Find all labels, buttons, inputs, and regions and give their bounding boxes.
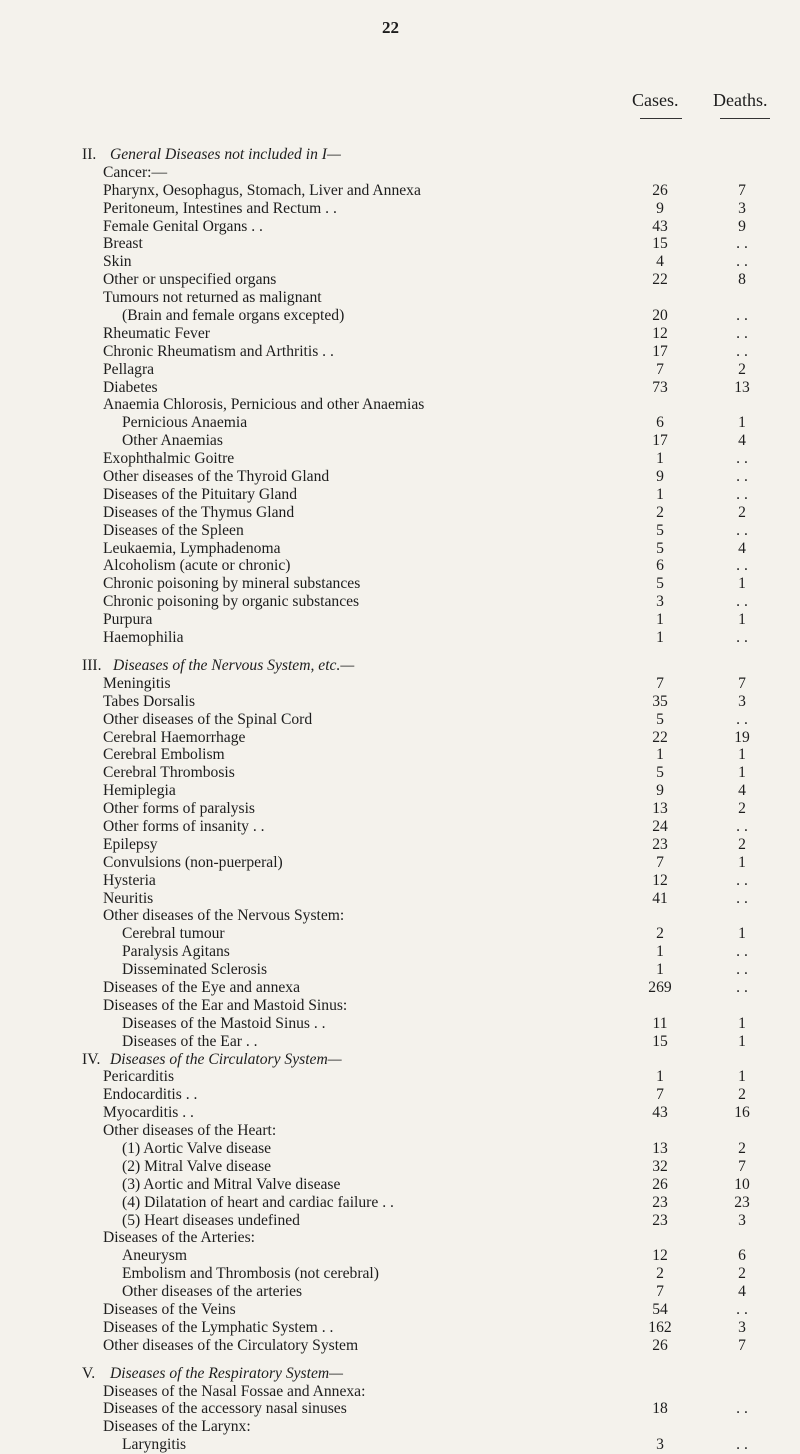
cases-value: 13 [652,1139,668,1157]
row-label: Pernicious Anaemia [122,414,248,432]
table-row [0,450,800,468]
cases-value: 1 [656,746,664,764]
cases-header-rule [640,118,682,119]
cases-value: 12 [652,324,668,342]
section-heading [0,1365,800,1383]
table-row [0,1337,800,1355]
table-row [0,182,800,200]
cases-value: 3 [656,1436,664,1454]
cases-value: 43 [652,217,668,235]
cases-value: 24 [652,817,668,835]
cases-value: 269 [648,978,672,996]
table-row [0,1104,800,1122]
deaths-value: . . [736,1400,748,1418]
row-label: Diseases of the Eye and annexa [103,978,301,996]
deaths-value: 1 [738,1032,746,1050]
deaths-value: 1 [738,1068,746,1086]
deaths-value: 1 [738,746,746,764]
row-label: (2) Mitral Valve disease [122,1157,272,1175]
deaths-value: 7 [738,1336,746,1354]
row-label: Female Genital Organs . . [103,217,263,235]
cases-value: 1 [656,1068,664,1086]
cases-value: 35 [652,692,668,710]
cases-column-header: Cases. [632,90,679,110]
table-row [0,1158,800,1176]
row-label: Diseases of the Ear and Mastoid Sinus: [103,996,348,1014]
row-label: Neuritis [103,889,154,907]
deaths-value: 1 [738,611,746,629]
cases-value: 1 [656,629,664,647]
cases-value: 7 [656,853,664,871]
deaths-header-rule [720,118,770,119]
table-row [0,764,800,782]
section-heading [0,657,800,675]
cases-value: 5 [656,575,664,593]
deaths-value: 7 [738,1157,746,1175]
row-label: Exophthalmic Goitre [103,450,235,468]
section-title: Diseases of the Nervous System, etc.— [113,656,355,674]
cases-value: 7 [656,1283,664,1301]
cases-value: 7 [656,1086,664,1104]
row-label: Diseases of the accessory nasal sinuses [103,1400,347,1418]
row-label: Hemiplegia [103,782,176,800]
section-gap [0,647,800,657]
row-label: Endocarditis . . [103,1086,198,1104]
deaths-value: . . [736,978,748,996]
table-row [0,611,800,629]
deaths-value: 2 [738,503,746,521]
deaths-value: 10 [734,1175,750,1193]
table-row [0,396,800,414]
table-row [0,1383,800,1401]
row-label: Embolism and Thrombosis (not cerebral) [122,1265,379,1283]
table-row [0,1033,800,1051]
cases-value: 22 [652,728,668,746]
table-row [0,486,800,504]
table-row [0,1301,800,1319]
deaths-value: . . [736,871,748,889]
row-label: Diseases of the Veins [103,1301,236,1318]
cases-value: 2 [656,503,664,521]
cases-value: 26 [652,1175,668,1193]
table-row [0,818,800,836]
table-row [0,1229,800,1247]
page-number: 22 [382,18,399,37]
deaths-value: 8 [738,271,746,289]
table-row [0,925,800,943]
table-row [0,1247,800,1265]
row-label: Other diseases of the Circulatory System [103,1336,359,1354]
row-label: (3) Aortic and Mitral Valve disease [122,1175,341,1193]
row-label: Cancer:— [103,163,168,181]
row-label: Convulsions (non-puerperal) [103,853,283,871]
row-label: Chronic poisoning by organic substances [103,593,360,611]
deaths-value: 1 [738,925,746,943]
cases-value: 5 [656,764,664,782]
table-row [0,289,800,307]
row-label: (5) Heart diseases undefined [122,1211,300,1229]
cases-value: 1 [656,943,664,961]
row-label: Breast [103,235,143,253]
deaths-value: . . [736,521,748,539]
table-row [0,1436,800,1454]
deaths-value: . . [736,1301,748,1318]
cases-value: 3 [656,593,664,611]
row-label: Diseases of the Thymus Gland [103,503,295,521]
table-row [0,1176,800,1194]
deaths-value: 4 [738,1283,746,1301]
deaths-value: . . [736,557,748,575]
deaths-value: 23 [734,1193,750,1211]
deaths-value: . . [736,1436,748,1454]
cases-value: 12 [652,1247,668,1265]
deaths-value: 13 [734,378,750,396]
table-row [0,593,800,611]
row-label: Paralysis Agitans [122,943,230,961]
row-label: Other or unspecified organs [103,271,277,289]
table-row [0,271,800,289]
row-label: Anaemia Chlorosis, Pernicious and other Anaemias [103,396,425,414]
cases-value: 23 [652,1193,668,1211]
section-gap [0,1355,800,1365]
deaths-value: . . [736,889,748,907]
table-row [0,1283,800,1301]
deaths-value: . . [736,817,748,835]
row-label: Purpura [103,611,153,629]
cases-value: 2 [656,1265,664,1283]
table-row [0,218,800,236]
deaths-value: 6 [738,1247,746,1265]
deaths-value: . . [736,235,748,253]
cases-value: 5 [656,710,664,728]
table-row [0,1194,800,1212]
table-row [0,961,800,979]
cases-value: 1 [656,961,664,979]
row-label: Diseases of the Arteries: [103,1229,255,1247]
deaths-value: 7 [738,181,746,199]
row-label: Cerebral Haemorrhage [103,728,246,746]
table-row [0,1015,800,1033]
table-row [0,629,800,647]
table-row [0,872,800,890]
row-label: Epilepsy [103,835,158,853]
table-row [0,200,800,218]
row-label: Diseases of the Ear . . [122,1032,258,1050]
deaths-value: 3 [738,199,746,217]
row-label: Diseases of the Nasal Fossae and Annexa: [103,1382,366,1400]
deaths-value: 2 [738,360,746,378]
cases-value: 5 [656,521,664,539]
row-label: Diseases of the Spleen [103,521,244,539]
deaths-value: 3 [738,692,746,710]
deaths-value: 16 [734,1104,750,1122]
deaths-value: . . [736,468,748,486]
table-row [0,540,800,558]
table-row [0,1265,800,1283]
row-label: Tumours not returned as malignant [103,289,322,307]
row-label: Diseases of the Lymphatic System . . [103,1318,334,1336]
table-row [0,693,800,711]
table-row [0,1140,800,1158]
row-label: Myocarditis . . [103,1104,194,1122]
row-label: Skin [103,253,132,271]
deaths-value: 1 [738,1014,746,1032]
cases-value: 13 [652,800,668,818]
row-label: Chronic Rheumatism and Arthritis . . [103,342,334,360]
row-label: Cerebral tumour [122,925,225,943]
cases-value: 7 [656,674,664,692]
row-label: Rheumatic Fever [103,324,210,342]
section-title: General Diseases not included in I— [110,146,341,163]
table-row [0,575,800,593]
row-label: Pericarditis [103,1068,175,1086]
row-label: Laryngitis [122,1436,187,1454]
table-row [0,854,800,872]
row-label: Disseminated Sclerosis [122,961,268,979]
row-label: Pellagra [103,360,155,378]
cases-value: 22 [652,271,668,289]
cases-value: 6 [656,414,664,432]
cases-value: 73 [652,378,668,396]
deaths-value: 7 [738,674,746,692]
row-label: Other diseases of the Heart: [103,1122,277,1140]
cases-value: 2 [656,925,664,943]
deaths-value: . . [736,485,748,503]
table-row [0,1122,800,1140]
cases-value: 32 [652,1157,668,1175]
cases-value: 1 [656,611,664,629]
row-label: Meningitis [103,674,171,692]
disease-table [0,146,800,1454]
row-label: Other diseases of the Thyroid Gland [103,468,330,486]
deaths-value: . . [736,629,748,647]
table-row [0,557,800,575]
row-label: Other Anaemias [122,432,223,450]
table-row [0,943,800,961]
deaths-value: 2 [738,835,746,853]
deaths-value: . . [736,253,748,271]
cases-value: 26 [652,1336,668,1354]
cases-value: 5 [656,539,664,557]
deaths-value: 1 [738,853,746,871]
cases-value: 20 [652,307,668,325]
row-label: Other diseases of the Spinal Cord [103,710,313,728]
deaths-value: 4 [738,539,746,557]
row-label: Diseases of the Pituitary Gland [103,485,298,503]
deaths-value: 2 [738,1139,746,1157]
row-label: Tabes Dorsalis [103,692,196,710]
section-heading [0,1051,800,1069]
row-label: (4) Dilatation of heart and cardiac failure . . [122,1193,394,1211]
row-label: Leukaemia, Lymphadenoma [103,539,281,557]
row-label: Chronic poisoning by mineral substances [103,575,361,593]
cases-value: 17 [652,432,668,450]
table-row [0,782,800,800]
cases-value: 1 [656,450,664,468]
row-label: Alcoholism (acute or chronic) [103,557,291,575]
cases-value: 15 [652,235,668,253]
table-row [0,1418,800,1436]
deaths-value: 2 [738,1265,746,1283]
table-row [0,729,800,747]
row-label: Other diseases of the arteries [122,1283,303,1301]
deaths-value: 2 [738,1086,746,1104]
table-row [0,253,800,271]
row-label: Cerebral Embolism [103,746,225,764]
cases-value: 26 [652,181,668,199]
deaths-value: . . [736,307,748,325]
cases-value: 23 [652,835,668,853]
table-row [0,711,800,729]
cases-value: 7 [656,360,664,378]
table-row [0,379,800,397]
table-row [0,468,800,486]
deaths-value: 9 [738,217,746,235]
table-row [0,1068,800,1086]
row-label: Pharynx, Oesophagus, Stomach, Liver and Annexa [103,181,421,199]
row-label: Hysteria [103,871,156,889]
cases-value: 12 [652,871,668,889]
column-headers [0,90,800,130]
row-label: (Brain and female organs excepted) [122,307,345,325]
cases-value: 6 [656,557,664,575]
table-row [0,836,800,854]
section-number: IV. [82,1050,101,1068]
deaths-value: 1 [738,575,746,593]
cases-value: 1 [656,485,664,503]
cases-value: 9 [656,199,664,217]
table-row [0,675,800,693]
table-row [0,504,800,522]
deaths-value: . . [736,342,748,360]
deaths-value: 1 [738,764,746,782]
section-title: Diseases of the Respiratory System— [110,1364,344,1382]
deaths-value: 3 [738,1318,746,1336]
table-row [0,1400,800,1418]
table-row [0,164,800,182]
table-row [0,1212,800,1230]
deaths-value: . . [736,324,748,342]
cases-value: 9 [656,468,664,486]
section-number: II. [82,146,97,163]
cases-value: 4 [656,253,664,271]
deaths-column-header: Deaths. [713,90,768,110]
table-row [0,746,800,764]
table-row [0,361,800,379]
row-label: Other forms of insanity . . [103,817,265,835]
row-label: Haemophilia [103,629,184,647]
row-label: Other diseases of the Nervous System: [103,907,345,925]
table-row [0,307,800,325]
row-label: Diseases of the Larynx: [103,1418,251,1436]
deaths-value: . . [736,593,748,611]
deaths-value: 1 [738,414,746,432]
row-label: Cerebral Thrombosis [103,764,235,782]
section-heading [0,146,800,164]
cases-value: 162 [648,1318,672,1336]
row-label: Aneurysm [122,1247,187,1265]
table-row [0,1086,800,1104]
cases-value: 11 [652,1014,668,1032]
deaths-value: . . [736,450,748,468]
deaths-value: . . [736,710,748,728]
row-label: (1) Aortic Valve disease [122,1139,272,1157]
section-title: Diseases of the Circulatory System— [110,1050,342,1068]
table-row [0,432,800,450]
table-row [0,414,800,432]
cases-value: 43 [652,1104,668,1122]
table-row [0,800,800,818]
table-row [0,235,800,253]
deaths-value: . . [736,943,748,961]
row-label: Diabetes [103,378,158,396]
deaths-value: 19 [734,728,750,746]
table-row [0,522,800,540]
row-label: Diseases of the Mastoid Sinus . . [122,1014,326,1032]
row-label: Other forms of paralysis [103,800,256,818]
deaths-value: 4 [738,782,746,800]
deaths-value: 2 [738,800,746,818]
section-number: V. [82,1364,96,1382]
row-label: Peritoneum, Intestines and Rectum . . [103,199,337,217]
table-row [0,890,800,908]
table-row [0,325,800,343]
table-row [0,343,800,361]
deaths-value: . . [736,961,748,979]
table-row [0,997,800,1015]
table-row [0,1319,800,1337]
table-row [0,907,800,925]
table-row [0,979,800,997]
cases-value: 9 [656,782,664,800]
cases-value: 18 [652,1400,668,1418]
cases-value: 54 [652,1301,668,1318]
cases-value: 41 [652,889,668,907]
deaths-value: 3 [738,1211,746,1229]
cases-value: 17 [652,342,668,360]
section-number: III. [82,656,102,674]
cases-value: 15 [652,1032,668,1050]
deaths-value: 4 [738,432,746,450]
cases-value: 23 [652,1211,668,1229]
